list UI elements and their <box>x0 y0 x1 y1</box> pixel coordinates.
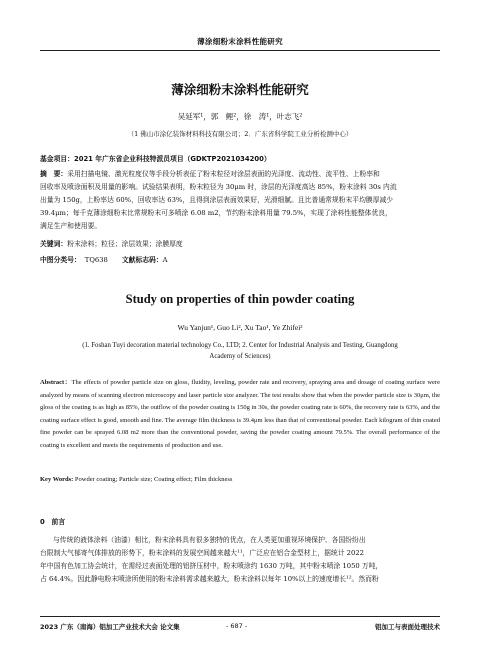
abstract-line: 回收率及喷涂面积及用量的影响。试验结果表明，粉末粒径为 30μm 时，涂层的光泽度高达 85%，粉末涂料 30s 内流 <box>40 183 397 191</box>
abstract-line: 满足生产和使用要。 <box>40 222 102 230</box>
page-number: - 687 - <box>226 622 248 630</box>
intro-paragraph <box>40 534 460 586</box>
paragraph-line: 台限制大气郁寄气体排放的形势下，粉末涂料的发展空间越来越大¹¹，广泛应在铝合金型材上，据统计 2022 <box>40 549 364 557</box>
keywords-label: 关键词： <box>40 240 68 248</box>
classification-line <box>40 254 460 267</box>
english-abstract-text: The effects of powder particle size on gloss, fluidity, leveling, powder rate and recovery, spraying area and dosage of coating surface were analyzed by means of scanning electron microscopy and laser particle size analyzer. The test results show that when the powder particle size is 30μm, the gloss of the coating is as high as 85%, the outflow of the powder coating is 150g in 30s, the powder coating rate is 60%, the recovery rate is 63%, and the coating surface effect is good, smooth and fine. The average film thickness is 39.4μm less than that of conventional powder. Each kilogram of thin coated fine powder can be sprayed 6.08 m2 more than the conventional powder, saving the powder coating amount 79.5%. The overall performance of the coating is excellent and meets the requirements of production and use. <box>40 379 440 449</box>
english-keywords-value: Powder coating; Particle size; Coating effect; Film thickness <box>74 476 233 483</box>
chinese-authors: 吴延军¹，郭 鲤²，徐 涛¹，叶志飞² <box>177 112 303 121</box>
running-header: 薄涂细粉末涂料性能研究 <box>197 37 283 46</box>
section-heading: 0 前言 <box>40 518 66 526</box>
fund-value: 2021 年广东省企业科技特派员项目（GDKTP2021034200） <box>73 155 271 163</box>
english-authors: Wu Yanjun¹, Guo Li², Xu Tao¹, Ye Zhifei² <box>177 323 303 332</box>
chinese-keywords <box>40 238 460 251</box>
english-title: Study on properties of thin powder coating <box>125 292 355 306</box>
english-keywords-label: Key Words: <box>40 476 74 483</box>
abstract-label: 摘 要： <box>40 170 68 178</box>
english-abstract-label: Abstract： <box>40 379 72 386</box>
footer-left: 2023 广东（南海）铝加工产业技术大会 论文集 <box>40 623 180 631</box>
paragraph-line: 与传统的液体涂料（油漆）相比，粉末涂料具有很多独特的优点，在人类更加重视环境保护、各国纷纷出 <box>53 536 366 544</box>
clc-label: 中图分类号： <box>40 256 81 264</box>
doc-code-value: A <box>162 256 168 264</box>
paragraph-line: 占 64.4%。因此静电粉末喷涂所使用的粉末涂料需求越来越大，粉末涂料以每年 10%以上的速度增长¹²。然而粉 <box>40 575 379 583</box>
english-affiliation: (1. Foshan Tuyi decoration material technology Co., LTD; 2. Center for Industrial Analysis and Testing, Guangdong Academy of Sciences) <box>82 342 398 360</box>
clc-value: TQ638 <box>84 256 108 264</box>
chinese-title: 薄涂细粉末涂料性能研究 <box>171 82 309 97</box>
english-abstract <box>40 377 440 453</box>
footer-right: 铝加工与表面处理技术 <box>375 623 440 631</box>
abstract-line: 出量为 150g，上粉率达 60%，回收率达 63%，且得到涂层表面效果好，光滑细腻。且比普通常规粉末平均膜厚减少 <box>40 196 394 204</box>
header-rule <box>40 50 440 51</box>
fund-label: 基金项目： <box>40 155 74 163</box>
fund-line <box>40 153 450 166</box>
chinese-abstract <box>40 168 460 233</box>
footer-rule <box>40 616 440 617</box>
abstract-line: 摘 要：采用扫描电镜、激光粒度仪等手段分析表征了粉末粒径对涂层表面的光泽度、流动性、流平性、上粉率和 <box>40 170 380 178</box>
doc-code-label: 文献标志码： <box>121 256 163 264</box>
chinese-affiliation: （1 佛山市涂亿装饰材料科技有限公司；2．广东省科学院工业分析检测中心） <box>127 130 353 138</box>
english-keywords <box>40 474 440 487</box>
abstract-line: 39.4μm；每千克薄涂细粉末比常规粉末可多喷涂 6.08 m2，节约粉末涂料用量 79.5%，实现了涂料性能整体优良， <box>40 209 392 217</box>
paragraph-line: 年中国有色加工协会统计，在需经过表面处理的铝挤压材中，粉末喷涂约 1630 万吨，其中粉末喷涂 1050 万吨， <box>40 562 383 570</box>
keywords-value: 粉末涂料；粒径；涂层效果；涂膜厚度 <box>67 240 183 248</box>
